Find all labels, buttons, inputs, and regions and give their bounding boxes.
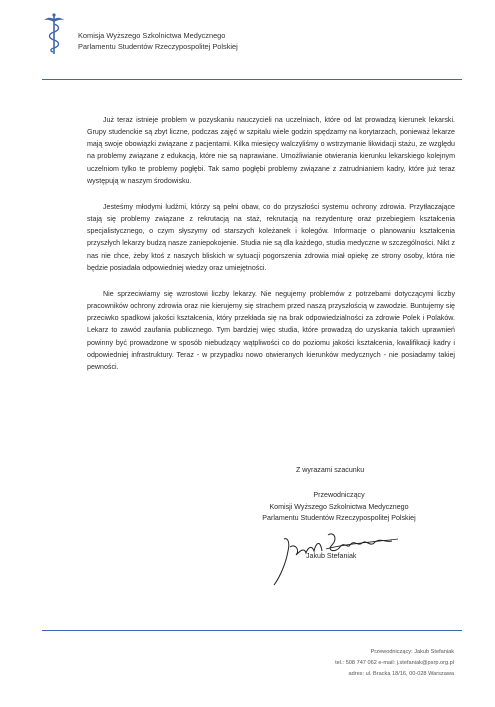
footer-address: adres: ul. Bracka 18/16, 00-028 Warszawa <box>348 671 454 677</box>
paragraph: Nie sprzeciwiamy się wzrostowi liczby lekarzy. Nie negujemy problemów z potrzebami dotyczącymi liczby pracowników ochrony zdrowia oraz nie kierujemy się strachem przed naszą przyszłością w zawodzie. Buntujemy się przeciwko spadkowi jakości kształcenia, który przekłada się na brak odpowiedzialności za zdrowie Polek i Polaków. Lekarz to zawód zaufania publicznego. Tym bardziej więc studia, które prowadzą do uzyskania takich uprawnień powinny być prowadzone w sposób niebudzący wątpliwości co do poziomu jakości kształcenia, kwalifikacji kadry i odpowiedniej infrastruktury. Teraz - w przypadku nowo otwieranych kierunków medycznych - nie posiadamy takiej pewności. <box>87 289 455 371</box>
paragraph: Już teraz istnieje problem w pozyskaniu nauczycieli na uczelniach, które od lat prowadzą kierunek lekarski. Grupy studenckie są zbyt liczne, podczas zajęć w szpitalu wiele godzin spędzamy na korytarzach, ponieważ lekarze mają swoje obowiązki związane z pacjentami. Kilka miesięcy walczyliśmy o wstrzymanie likwidacji stażu, ze względu na problemy związane z edukacją, które nie są naprawiane. Umożliwianie otwierania kierunku lekarskiego kolejnym uczelniom tylko te problemy pogłębi. Tak samo pogłębi problemy związane z zatrudnianiem kadry, które już teraz występują w naszym środowisku. <box>87 116 455 185</box>
signer-org-line2: Parlamentu Studentów Rzeczypospolitej Polskiej <box>262 514 416 522</box>
letterhead <box>38 12 458 56</box>
header-divider <box>42 79 462 80</box>
footer <box>335 647 454 680</box>
footer-divider <box>42 630 462 631</box>
letter-body <box>87 114 455 387</box>
signature-block <box>244 490 434 525</box>
footer-chair: Przewodniczący: Jakub Stefaniak <box>370 649 454 655</box>
caduceus-icon <box>38 12 70 56</box>
signer-name: Jakub Stefaniak <box>306 552 357 560</box>
footer-contact: tel.: 508 747 062 e-mail: j.stefaniak@psrp.org.pl <box>335 660 454 666</box>
org-name-line1: Komisja Wyższego Szkolnictwa Medycznego <box>78 31 226 40</box>
paragraph: Jesteśmy młodymi ludźmi, którzy są pełni obaw, co do przyszłości systemu ochrony zdrowia. Przytłaczające stają się problemy związane z rekrutacją na staż, rekrutacją na rezydenturę oraz przebiegiem kształcenia specjalistycznego, o czym słyszymy od starszych koleżanek i kolegów. Informacje o planowaniu kształcenia przyszłych lekarzy budzą nasze zaniepokojenie. Studia nie są dla każdego, studia medyczne w szczególności. Nikt z nas nie chce, żeby ktoś z naszych bliskich w sytuacji pogorszenia zdrowia miał opiekę ze strony osoby, która nie będzie posiadała odpowiedniej wiedzy oraz umiejętności. <box>87 202 455 272</box>
closing-greeting: Z wyrazami szacunku <box>296 466 365 474</box>
signer-role: Przewodniczący <box>313 491 365 499</box>
org-name-line2: Parlamentu Studentów Rzeczypospolitej Polskiej <box>78 42 238 51</box>
signer-org-line1: Komisji Wyższego Szkolnictwa Medycznego <box>269 502 409 511</box>
